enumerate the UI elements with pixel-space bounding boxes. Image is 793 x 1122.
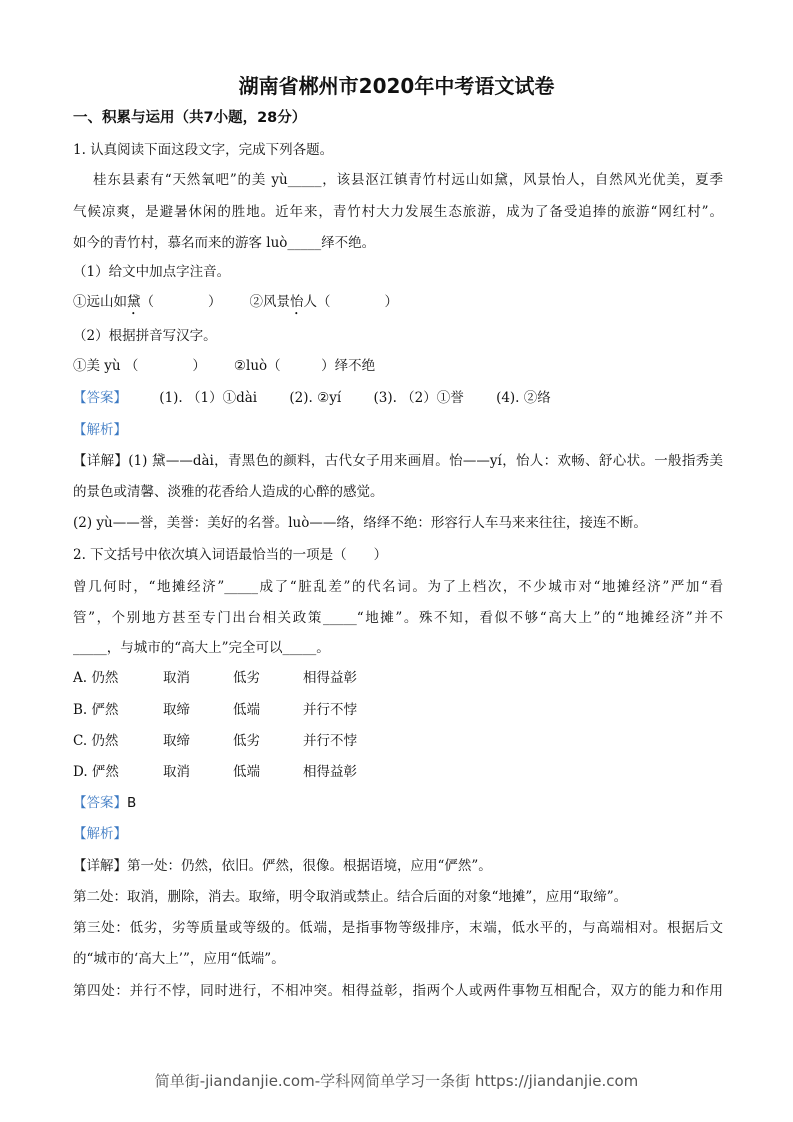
answer-tag: 【答案】 xyxy=(73,390,127,406)
detail-line: (2) yù——誉，美誉：美好的名誉。luò——络，络绎不绝：形容行人车马来来往往，接连不断。 xyxy=(73,515,647,531)
item-b-post: 人（ ） xyxy=(303,294,398,310)
q1-para-line: 气候凉爽，是避暑休闲的胜地。近年来，青竹村大力发展生态旅游，成为了备受追捧的旅游“网红村”。 xyxy=(73,204,723,220)
detail-line: 【详解】(1) 黛——dài，青黑色的颜料，古代女子用来画眉。怡——yí，怡人：欢畅、舒心状。一般指秀美 xyxy=(73,453,723,469)
q1-answer xyxy=(73,389,551,407)
option-word: 并行不悖 xyxy=(303,702,357,718)
q1-para-line: 如今的青竹村，慕名而来的游客 luò_____绎不绝。 xyxy=(73,235,376,251)
answer-tag: 【答案】 xyxy=(73,795,127,811)
q2-para-line: 管”，个别地方甚至专门出台相关政策_____“地摊”。殊不知，看似不够“高大上”的“地摊经济”并不 xyxy=(73,610,723,626)
option-word: 取消 xyxy=(163,670,190,686)
option-word: 低劣 xyxy=(233,733,260,749)
detail-line: 第二处：取消，删除，消去。取缔，明令取消或禁止。结合后面的对象“地摊”，应用“取缔”。 xyxy=(73,889,628,905)
q1-sub1-items xyxy=(73,293,398,318)
item-a-pre: ①远山如 xyxy=(73,294,127,310)
option-b xyxy=(73,701,357,719)
section-heading: 一、积累与运用（共7小题，28分） xyxy=(73,110,307,126)
detail-line: 第三处：低劣，劣等质量或等级的。低端，是指事物等级排序，末端，低水平的，与高端相对。根据后文 xyxy=(73,920,723,936)
q2-para-line: 曾几何时，“地摊经济”_____成了“脏乱差”的代名词。为了上档次，不少城市对“地摊经济”严加“看 xyxy=(73,579,723,595)
item-b-pre: ②风景 xyxy=(249,294,290,310)
q2-stem: 2. 下文括号中依次填入词语最恰当的一项是（ ） xyxy=(73,547,388,563)
option-word: 并行不悖 xyxy=(303,733,357,749)
detail-line: 的“城市的‘高大上’”，应用“低端”。 xyxy=(73,951,285,967)
option-c xyxy=(73,732,357,750)
item-a-dotted: 黛 xyxy=(127,294,141,310)
page-title: 湖南省郴州市2020年中考语文试卷 xyxy=(238,74,555,98)
footer-watermark: 简单街-jiandanjie.com-学科网简单学习一条街 https://jiandanjie.com xyxy=(154,1072,639,1090)
q1-stem: 1. 认真阅读下面这段文字，完成下列各题。 xyxy=(73,142,334,158)
q1-para-line: 桂东县素有“天然氧吧”的美 yù_____，该县沤江镇青竹村远山如黛，风景怡人，自然风光优美，夏季 xyxy=(93,172,723,188)
option-word: D. 俨然 xyxy=(73,764,119,780)
answer-value: B xyxy=(127,795,137,811)
q2-answer xyxy=(73,794,136,812)
answer-part: (3). （2）①誉 xyxy=(373,390,464,406)
detail-line: 【详解】第一处：仍然，依旧。俨然，很像。根据语境，应用“俨然”。 xyxy=(73,858,492,874)
option-d xyxy=(73,763,357,781)
item-a: ①美 yù （ ） xyxy=(73,358,206,374)
q1-sub2: （2）根据拼音写汉字。 xyxy=(73,328,217,344)
answer-part: (4). ②络 xyxy=(496,390,551,406)
option-a xyxy=(73,669,357,687)
option-word: 相得益彰 xyxy=(303,764,357,780)
detail-line: 的景色或清馨、淡雅的花香给人造成的心醉的感觉。 xyxy=(73,484,384,500)
option-word: 低端 xyxy=(233,764,260,780)
option-word: 取消 xyxy=(163,764,190,780)
q2-para-line: _____，与城市的“高大上”完全可以_____。 xyxy=(73,640,330,656)
option-word: 取缔 xyxy=(163,702,190,718)
option-word: C. 仍然 xyxy=(73,733,119,749)
analysis-tag: 【解析】 xyxy=(73,422,127,438)
option-word: 取缔 xyxy=(163,733,190,749)
option-word: 低劣 xyxy=(233,670,260,686)
item-b: ②luò（ ）绎不绝 xyxy=(233,358,376,374)
item-a-post: （ ） xyxy=(140,294,222,310)
answer-part: (1). （1）①dài xyxy=(159,390,258,406)
q1-sub2-items xyxy=(73,357,375,375)
detail-line: 第四处：并行不悖，同时进行，不相冲突。相得益彰，指两个人或两件事物互相配合，双方的能力和作用 xyxy=(73,983,723,999)
analysis-tag: 【解析】 xyxy=(73,826,127,842)
option-word: A. 仍然 xyxy=(73,670,119,686)
option-word: 低端 xyxy=(233,702,260,718)
q1-sub1: （1）给文中加点字注音。 xyxy=(73,264,231,280)
option-word: B. 俨然 xyxy=(73,702,119,718)
option-word: 相得益彰 xyxy=(303,670,357,686)
answer-part: (2). ②yí xyxy=(289,390,342,406)
item-b-dotted: 怡 xyxy=(290,294,304,310)
